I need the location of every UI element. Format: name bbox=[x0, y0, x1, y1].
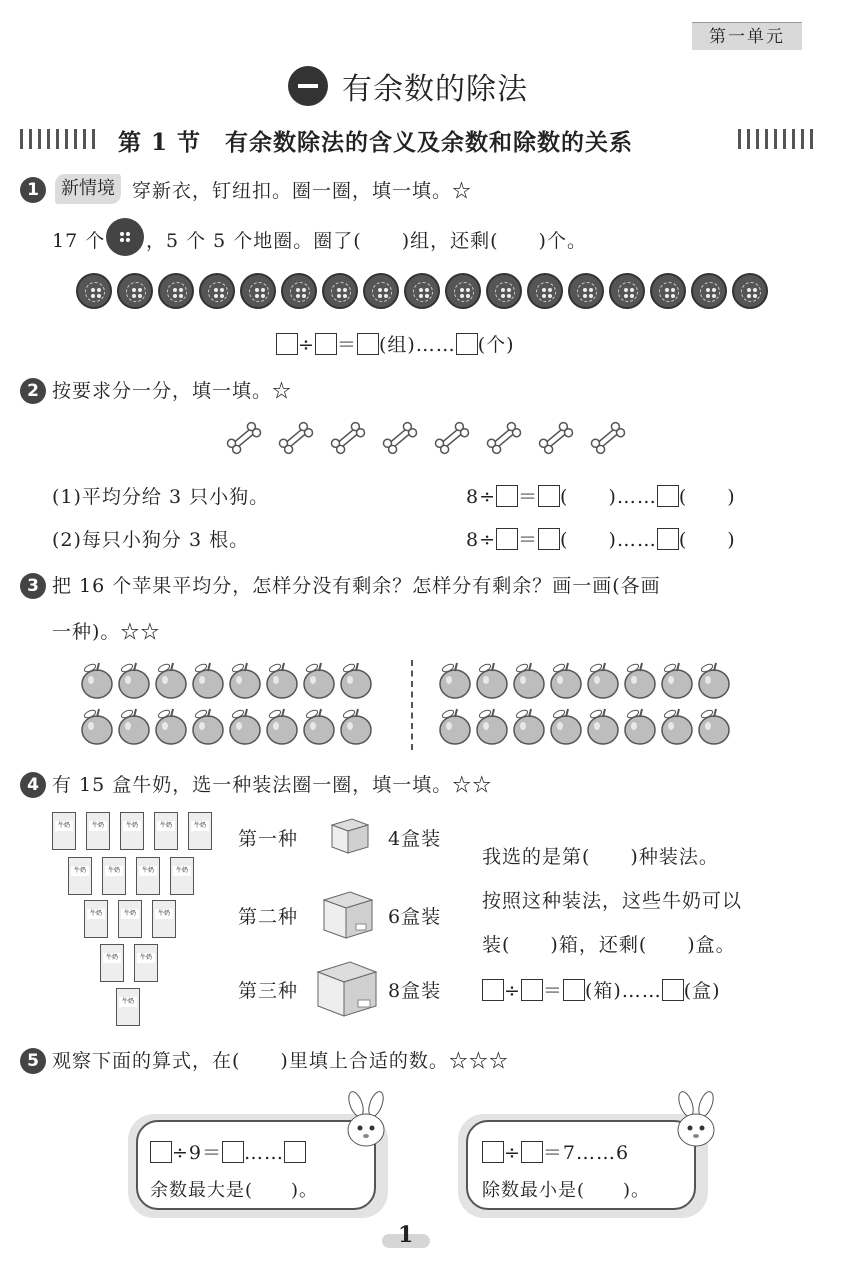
milk-carton-label: 牛奶 bbox=[191, 821, 209, 831]
q4-answer-line2: 按照这种装法，这些牛奶可以 bbox=[482, 890, 743, 912]
eq-end: ( ) bbox=[678, 529, 736, 551]
q4-answer-line3: 装( )箱，还剩( )盒。 bbox=[482, 934, 736, 956]
apple-icon bbox=[586, 706, 620, 746]
question-number: 5 bbox=[20, 1048, 46, 1074]
q2-sub2-label: (2)每只小狗分 3 根。 bbox=[52, 529, 250, 551]
q1-line-a: 17 个 bbox=[52, 230, 106, 252]
answer-box[interactable] bbox=[357, 333, 379, 355]
apple-icon bbox=[549, 706, 583, 746]
button-icon bbox=[568, 273, 604, 309]
eq-mid: ( )…… bbox=[560, 486, 657, 508]
milk-carton-label: 牛奶 bbox=[103, 953, 121, 963]
answer-box[interactable] bbox=[657, 528, 679, 550]
equation-unit: (组)…… bbox=[378, 334, 456, 356]
crate-small-icon bbox=[328, 815, 372, 855]
bone-icon bbox=[484, 420, 524, 456]
apple-icon bbox=[265, 706, 299, 746]
apple-icon bbox=[80, 706, 114, 746]
button-icon bbox=[158, 273, 194, 309]
equation-unit: (箱)…… bbox=[584, 980, 662, 1002]
q2-prompt: 按要求分一分，填一填。☆ bbox=[52, 380, 293, 402]
milk-carton-label: 牛奶 bbox=[55, 821, 73, 831]
section-title: 第 1 节 有余数除法的含义及余数和除数的关系 bbox=[118, 129, 634, 156]
milk-carton-label: 牛奶 bbox=[89, 821, 107, 831]
apple-icon bbox=[265, 660, 299, 700]
apple-icon bbox=[623, 660, 657, 700]
bone-icon bbox=[276, 420, 316, 456]
answer-box[interactable] bbox=[315, 333, 337, 355]
milk-carton-icon bbox=[152, 900, 176, 938]
bunny-icon bbox=[338, 1090, 394, 1152]
eq-prefix: 8÷ bbox=[466, 529, 497, 551]
apple-icon bbox=[80, 660, 114, 700]
q4-answer-line1: 我选的是第( )种装法。 bbox=[482, 846, 719, 868]
equation-unit: (个) bbox=[477, 334, 515, 356]
unit-tab: 第一单元 bbox=[692, 22, 802, 50]
buttons-row bbox=[76, 273, 768, 309]
apple-icon bbox=[228, 660, 262, 700]
milk-carton-label: 牛奶 bbox=[119, 997, 137, 1007]
button-icon bbox=[650, 273, 686, 309]
milk-carton-icon bbox=[134, 944, 158, 982]
question-number: 3 bbox=[20, 573, 46, 599]
new-context-tag: 新情境 bbox=[55, 174, 121, 204]
apple-icon bbox=[697, 660, 731, 700]
apple-icon bbox=[302, 660, 336, 700]
button-icon bbox=[609, 273, 645, 309]
apple-icon bbox=[623, 706, 657, 746]
apple-icon bbox=[512, 660, 546, 700]
apple-icon bbox=[586, 660, 620, 700]
button-icon bbox=[486, 273, 522, 309]
section-bars-right bbox=[738, 129, 813, 149]
apples-group-right bbox=[438, 660, 731, 746]
apple-icon bbox=[117, 660, 151, 700]
option-1-pack: 4盒装 bbox=[388, 828, 442, 850]
q1-line-b: ，5 个 5 个地圈。圈了( )组，还剩( )个。 bbox=[146, 230, 587, 252]
chapter-title: 有余数的除法 bbox=[342, 72, 528, 107]
q3-prompt-line1: 把 16 个苹果平均分，怎样分没有剩余？怎样分有剩余？画一画(各画 bbox=[52, 575, 661, 597]
apple-icon bbox=[512, 706, 546, 746]
button-icon bbox=[527, 273, 563, 309]
apple-icon bbox=[475, 706, 509, 746]
answer-box[interactable] bbox=[657, 485, 679, 507]
apple-icon bbox=[475, 660, 509, 700]
answer-box[interactable] bbox=[150, 1141, 172, 1163]
option-3-name: 第三种 bbox=[238, 980, 299, 1002]
apple-icon bbox=[302, 706, 336, 746]
eq-end: ( ) bbox=[678, 486, 736, 508]
crate-large-icon bbox=[314, 958, 380, 1018]
button-icon bbox=[106, 218, 144, 256]
divider-dashed bbox=[411, 660, 413, 750]
answer-box[interactable] bbox=[496, 485, 518, 507]
section-bars-left bbox=[20, 129, 95, 149]
milk-carton-icon bbox=[116, 988, 140, 1026]
option-3-pack: 8盒装 bbox=[388, 980, 442, 1002]
button-icon bbox=[322, 273, 358, 309]
eq-prefix: 8÷ bbox=[466, 486, 497, 508]
button-icon bbox=[117, 273, 153, 309]
milk-carton-icon bbox=[68, 857, 92, 895]
bone-icon bbox=[588, 420, 628, 456]
q5-right-equation: ÷ ＝7……6 bbox=[482, 1138, 629, 1165]
button-icon bbox=[404, 273, 440, 309]
q5-left-equation bbox=[150, 1138, 306, 1165]
answer-box[interactable] bbox=[662, 979, 684, 1001]
apples-group-left bbox=[80, 660, 373, 746]
button-icon bbox=[732, 273, 768, 309]
apple-icon bbox=[339, 660, 373, 700]
milk-carton-label: 牛奶 bbox=[139, 866, 157, 876]
button-icon bbox=[445, 273, 481, 309]
q1-prompt: 穿新衣，钉纽扣。圈一圈，填一填。☆ bbox=[132, 180, 473, 202]
apple-icon bbox=[228, 706, 262, 746]
milk-carton-icon bbox=[118, 900, 142, 938]
apple-icon bbox=[697, 706, 731, 746]
button-icon bbox=[199, 273, 235, 309]
apple-icon bbox=[438, 706, 472, 746]
milk-carton-icon bbox=[100, 944, 124, 982]
milk-carton-label: 牛奶 bbox=[157, 821, 175, 831]
q5-prompt: 观察下面的算式，在( )里填上合适的数。☆☆☆ bbox=[52, 1050, 509, 1072]
milk-carton-icon bbox=[84, 900, 108, 938]
answer-box[interactable] bbox=[496, 528, 518, 550]
apple-icon bbox=[154, 660, 188, 700]
q2-sub1-label: (1)平均分给 3 只小狗。 bbox=[52, 486, 270, 508]
eq-mid: ÷9＝ bbox=[172, 1142, 223, 1164]
milk-carton-icon bbox=[170, 857, 194, 895]
option-2-name: 第二种 bbox=[238, 906, 299, 928]
eq-end: ＝7……6 bbox=[542, 1142, 630, 1164]
milk-carton-label: 牛奶 bbox=[173, 866, 191, 876]
bones-row bbox=[224, 420, 628, 456]
milk-carton-icon bbox=[154, 812, 178, 850]
button-icon bbox=[691, 273, 727, 309]
bone-icon bbox=[380, 420, 420, 456]
q4-equation: ÷ ＝ (箱)…… (盒) bbox=[482, 976, 721, 1003]
bone-icon bbox=[432, 420, 472, 456]
apple-icon bbox=[117, 706, 151, 746]
answer-box[interactable] bbox=[538, 485, 560, 507]
milk-carton-icon bbox=[86, 812, 110, 850]
bone-icon bbox=[536, 420, 576, 456]
q2-sub1-equation: 8÷ ＝ ( )…… ( ) bbox=[466, 486, 736, 508]
button-icon bbox=[363, 273, 399, 309]
q1-equation: ÷ ＝ (组)…… (个) bbox=[276, 330, 515, 357]
q5-right-text: 除数最小是( )。 bbox=[482, 1180, 651, 1201]
answer-box[interactable] bbox=[284, 1141, 306, 1163]
apple-icon bbox=[660, 660, 694, 700]
q3-prompt-line2: 一种)。☆☆ bbox=[52, 621, 161, 643]
milk-carton-icon bbox=[52, 812, 76, 850]
answer-box[interactable] bbox=[538, 528, 560, 550]
q2-sub2-equation: 8÷ ＝ ( )…… ( ) bbox=[466, 529, 736, 551]
milk-carton-icon bbox=[120, 812, 144, 850]
eq-mid: ( )…… bbox=[560, 529, 657, 551]
eq-dots: …… bbox=[244, 1142, 285, 1164]
milk-carton-label: 牛奶 bbox=[105, 866, 123, 876]
answer-box[interactable] bbox=[456, 333, 478, 355]
answer-box[interactable] bbox=[222, 1141, 244, 1163]
answer-box[interactable] bbox=[521, 1141, 543, 1163]
button-icon bbox=[281, 273, 317, 309]
q5-left-text: 余数最大是( )。 bbox=[150, 1180, 319, 1201]
milk-carton-icon bbox=[102, 857, 126, 895]
answer-box[interactable] bbox=[276, 333, 298, 355]
milk-carton-icon bbox=[136, 857, 160, 895]
milk-carton-label: 牛奶 bbox=[137, 953, 155, 963]
bunny-icon bbox=[668, 1090, 724, 1152]
apple-icon bbox=[191, 706, 225, 746]
option-2-pack: 6盒装 bbox=[388, 906, 442, 928]
bone-icon bbox=[224, 420, 264, 456]
apple-icon bbox=[154, 706, 188, 746]
milk-carton-label: 牛奶 bbox=[123, 821, 141, 831]
apple-icon bbox=[549, 660, 583, 700]
chapter-number-badge bbox=[288, 66, 328, 106]
page-number: 1 bbox=[398, 1222, 414, 1248]
question-number: 4 bbox=[20, 772, 46, 798]
crate-medium-icon bbox=[320, 888, 376, 940]
answer-box[interactable] bbox=[482, 1141, 504, 1163]
milk-carton-label: 牛奶 bbox=[155, 909, 173, 919]
apple-icon bbox=[438, 660, 472, 700]
button-icon bbox=[76, 273, 112, 309]
question-number: 2 bbox=[20, 378, 46, 404]
milk-carton-label: 牛奶 bbox=[87, 909, 105, 919]
question-number: 1 bbox=[20, 177, 46, 203]
answer-box[interactable] bbox=[482, 979, 504, 1001]
answer-box[interactable] bbox=[521, 979, 543, 1001]
button-icon bbox=[240, 273, 276, 309]
milk-carton-icon bbox=[188, 812, 212, 850]
answer-box[interactable] bbox=[563, 979, 585, 1001]
bone-icon bbox=[328, 420, 368, 456]
apple-icon bbox=[660, 706, 694, 746]
option-1-name: 第一种 bbox=[238, 828, 299, 850]
apple-icon bbox=[339, 706, 373, 746]
equation-unit: (盒) bbox=[683, 980, 721, 1002]
q4-prompt: 有 15 盒牛奶，选一种装法圈一圈，填一填。☆☆ bbox=[52, 774, 493, 796]
apple-icon bbox=[191, 660, 225, 700]
milk-carton-label: 牛奶 bbox=[121, 909, 139, 919]
milk-carton-label: 牛奶 bbox=[71, 866, 89, 876]
